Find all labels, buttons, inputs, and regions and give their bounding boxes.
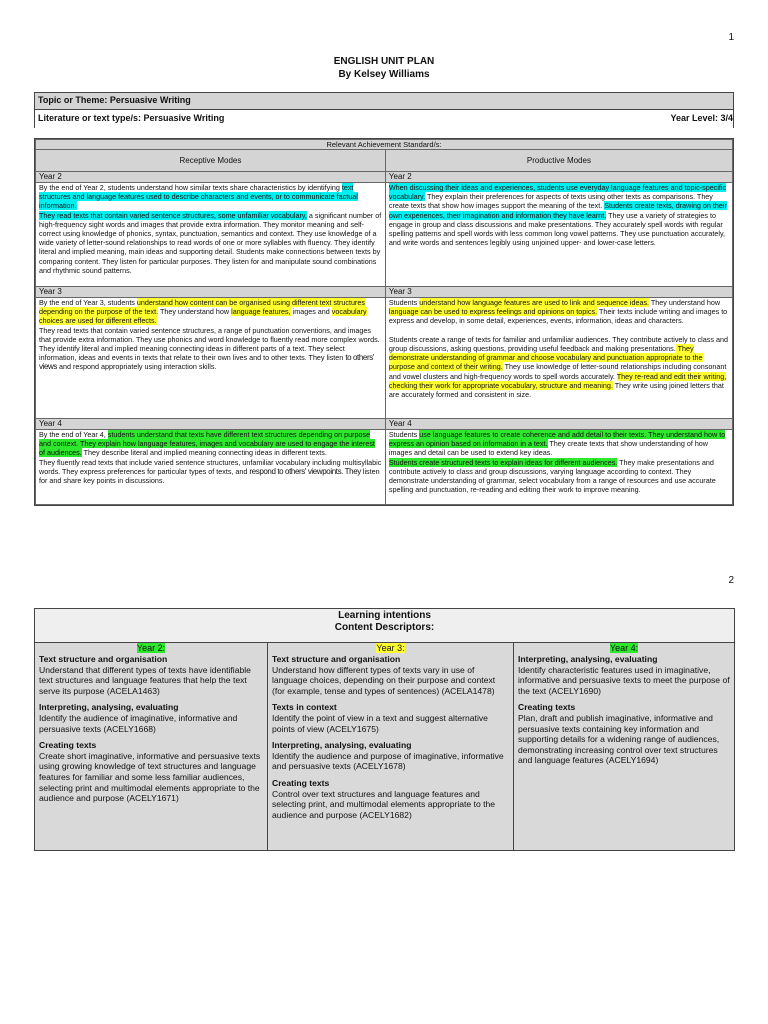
text-segment: They re-read and edit their writing, checking their work for appropriate vocabulary, structure and meaning. xyxy=(388,371,727,390)
learning-intentions-title: Learning intentions xyxy=(338,610,431,621)
literature-label: Literature or text type/s: Persuasive Writing xyxy=(38,113,225,123)
text-segment: a significant number of high-frequency sight words and images that provide extra information. They monitor meaning and self-correct using knowledge of phonics, syntax, punctuation, semantics and context. They use knowledge of a wide variety of letter-sound relationships to read words of one or more syllables with fluency. They identify literal and implied meaning, main ideas and supporting detail. Students make connections between texts by comparing content. They listen for particular purposes. They listen for and manipulate sound combinations and rhythmic sound patterns. xyxy=(39,210,382,275)
productive-header: Productive Modes xyxy=(385,150,732,172)
text-segment: to others' views xyxy=(39,353,374,372)
text-segment: They understand how xyxy=(649,298,721,307)
literature-row xyxy=(34,110,734,128)
text-segment: Students create texts, drawing on their own experiences, their imagination and information they have learnt. xyxy=(388,201,727,220)
descriptor-text: Identify the point of view in a text and suggest alternative points of view (ACELY1675) xyxy=(272,712,488,734)
text-segment: By the end of Year 2, students understand how similar texts share characteristics by identifying xyxy=(39,183,342,192)
year-level: Year Level: 3/4 xyxy=(670,113,733,123)
text-segment: understand how language features are used to link and sequence ideas. xyxy=(419,298,650,307)
year2-heading: Year 2: xyxy=(136,643,166,653)
content-descriptors-title: Content Descriptors: xyxy=(334,622,435,633)
descriptor-heading: Text structure and organisation xyxy=(39,654,168,664)
year2-column xyxy=(35,643,267,851)
year4-receptive xyxy=(36,430,386,505)
descriptor-heading: Interpreting, analysing, evaluating xyxy=(272,740,412,751)
text-segment: They read texts that contain varied sentence structures, a range of punctuation conventions, and images that provide extra information. They use phonics and word knowledge to fluently read more complex words. They identify literal and implied meaning connecting ideas in different parts of a text. They select information, ideas and events in texts that relate to their own lives and to other texts. They listen xyxy=(39,325,380,363)
text-segment: They use a variety of strategies to engage in group and class discussions and make presentations. They accurately spell words with regular spelling patterns and spell words with less common long vowel patterns. They use punctuation accurately, xyxy=(388,210,726,239)
text-segment: students understand that texts have different text structures depending on purpose and context. They explain how language features, images and vocabulary are used to engage the interest of audiences. xyxy=(39,430,375,458)
text-segment: and write words and sentences legibly using unjoined upper- and lower-case letters. xyxy=(388,238,656,248)
learning-intentions-header xyxy=(35,609,734,643)
year3-blocks xyxy=(272,654,509,820)
text-segment: They read texts that contain varied sentence structures, some unfamiliar vocabulary, xyxy=(39,210,307,220)
text-segment: Students xyxy=(388,298,420,307)
descriptor-heading: Texts in context xyxy=(272,702,337,713)
achievement-standards-table xyxy=(34,138,734,506)
document-author: By Kelsey Williams xyxy=(338,69,430,80)
standards-title: Relevant Achievement Standard/s: xyxy=(36,140,733,150)
text-segment: They explain their preferences for aspects of texts using other texts as comparisons. They create texts that show how images support the meaning of the text. xyxy=(388,192,713,211)
descriptor-heading: Text structure and organisation xyxy=(272,654,401,664)
descriptor-text: Identify the audience and purpose of imaginative, informative and persuasive texts (ACELY1678) xyxy=(272,750,504,772)
text-segment: understand how content can be organised using different text structures depending on the purpose of the text. xyxy=(39,298,365,317)
year3-label: Year 3 xyxy=(36,287,386,298)
year3-column xyxy=(267,643,513,851)
receptive-header: Receptive Modes xyxy=(36,150,386,172)
text-segment: listen for and share key points in discussions. xyxy=(39,466,380,486)
year3-productive xyxy=(385,298,732,419)
descriptor-heading: Creating texts xyxy=(39,740,97,751)
text-segment: text structures and language features used to describe characters and events, or to communicate factual information. xyxy=(39,183,358,211)
text-segment: They write using joined letters that are accurately formed and consistent in size. xyxy=(388,380,724,400)
text-segment: Their texts include writing and images to express and develop, in some detail, experiences, events, information, ideas and characters. xyxy=(388,307,728,326)
text-segment: By the end of Year 4, xyxy=(39,430,108,439)
descriptor-heading: Creating texts xyxy=(518,702,576,713)
text-segment: Students create structured texts to explain ideas for different audiences. xyxy=(388,457,618,467)
descriptor-heading: Interpreting, analysing, evaluating xyxy=(39,702,179,713)
text-segment: They demonstrate understanding of grammar and choose vocabulary and punctuation appropriate to the purpose and context of their writing. xyxy=(388,344,703,372)
descriptor-text: Identify characteristic features used in imaginative, informative and persuasive texts to meet the purpose of the text (ACELY1690) xyxy=(518,664,730,696)
text-segment: and respond appropriately using interaction skills. xyxy=(57,362,217,372)
descriptor-heading: Creating texts xyxy=(272,777,330,788)
topic-label: Topic or Theme: Persuasive Writing xyxy=(38,95,191,105)
descriptor-heading: Interpreting, analysing, evaluating xyxy=(518,654,658,664)
year2-blocks xyxy=(39,654,263,804)
text-segment: They understand how xyxy=(158,307,232,317)
topic-row xyxy=(34,92,734,110)
page-number-2: 2 xyxy=(728,575,734,586)
text-segment: Students xyxy=(388,430,420,439)
text-segment: images and xyxy=(290,307,332,317)
text-segment: They make presentations and contribute actively to class and group discussions, varying language according to context. They demonstrate understanding of grammar, select vocabulary from a range of resources and use accurate spelling and punctuation, re-reading and editing their work to improve meaning. xyxy=(388,457,716,495)
document-title: ENGLISH UNIT PLAN xyxy=(333,56,435,67)
text-segment: language can be used to express feelings and opinions on topics. xyxy=(388,307,598,317)
year2-receptive xyxy=(36,183,386,287)
year4-label-productive: Year 4 xyxy=(385,419,732,430)
text-segment: language features, xyxy=(231,307,291,317)
year3-heading: Year 3: xyxy=(376,643,405,653)
descriptor-text: Identify the audience of imaginative, informative and persuasive texts (ACELY1668) xyxy=(39,712,238,734)
text-segment: use language features to create coherence and add detail to their texts. They understand how to express an opinion based on information in a text. xyxy=(388,430,726,449)
year2-productive xyxy=(385,183,732,287)
text-segment: They use knowledge of letter-sound relationships including consonant and vowel clusters and high-frequency words to spell words accurately. xyxy=(388,362,727,381)
descriptor-text: Plan, draft and publish imaginative, informative and persuasive texts containing key information and supporting details for a widening range of audiences, demonstrating increasing control over text structures and language features (ACELY1694) xyxy=(518,712,720,766)
year2-label-productive: Year 2 xyxy=(385,172,732,183)
text-segment: Students create a range of texts for familiar and unfamiliar audiences. They contribute actively to class and group discussions, asking questions, providing useful feedback and making presentations. xyxy=(388,334,728,354)
year4-label: Year 4 xyxy=(36,419,386,430)
text-segment: When discussing their ideas and experiences, students use everyday language features and topic-specific vocabulary. xyxy=(388,183,727,202)
text-segment: They fluently read texts that include varied sentence structures, unfamiliar vocabulary including multisyllabic words. They express preferences for particular types of texts, and xyxy=(39,457,382,476)
text-segment: vocabulary choices are used for different effects. xyxy=(39,307,367,326)
descriptor-text: Understand how different types of texts vary in use of language choices, depending on their purpose and context (for example, tense and types of sentences) (ACELA1478) xyxy=(272,664,496,696)
text-segment: They describe literal and implied meaning connecting ideas in different texts. xyxy=(81,448,327,458)
text-segment: respond to others' viewpoints. They xyxy=(249,466,361,476)
learning-intentions-table xyxy=(34,608,735,851)
descriptor-text: Create short imaginative, informative and persuasive texts using growing knowledge of text structures and language features for familiar and some less familiar audiences, selecting print and multimodal elements appropriate to the audience and purpose (ACELY1671) xyxy=(39,750,261,804)
year3-receptive xyxy=(36,298,386,419)
year4-column xyxy=(513,643,734,851)
year4-blocks xyxy=(518,654,730,766)
year2-label: Year 2 xyxy=(36,172,386,183)
year4-productive xyxy=(385,430,732,505)
descriptor-text: Understand that different types of texts have identifiable text structures and language features that help the text serve its purpose (ACELA1463) xyxy=(39,664,251,696)
descriptor-text: Control over text structures and language features and selecting print, and multimodal elements appropriate to the audience and purpose (ACELY1682) xyxy=(272,788,496,820)
year3-label-productive: Year 3 xyxy=(385,287,732,298)
page-number: 1 xyxy=(728,32,734,43)
text-segment: By the end of Year 3, students xyxy=(39,298,137,307)
year4-heading: Year 4: xyxy=(609,643,639,653)
text-segment: They create texts that show understanding of how images and detail can be used to extend key ideas. xyxy=(388,439,708,458)
